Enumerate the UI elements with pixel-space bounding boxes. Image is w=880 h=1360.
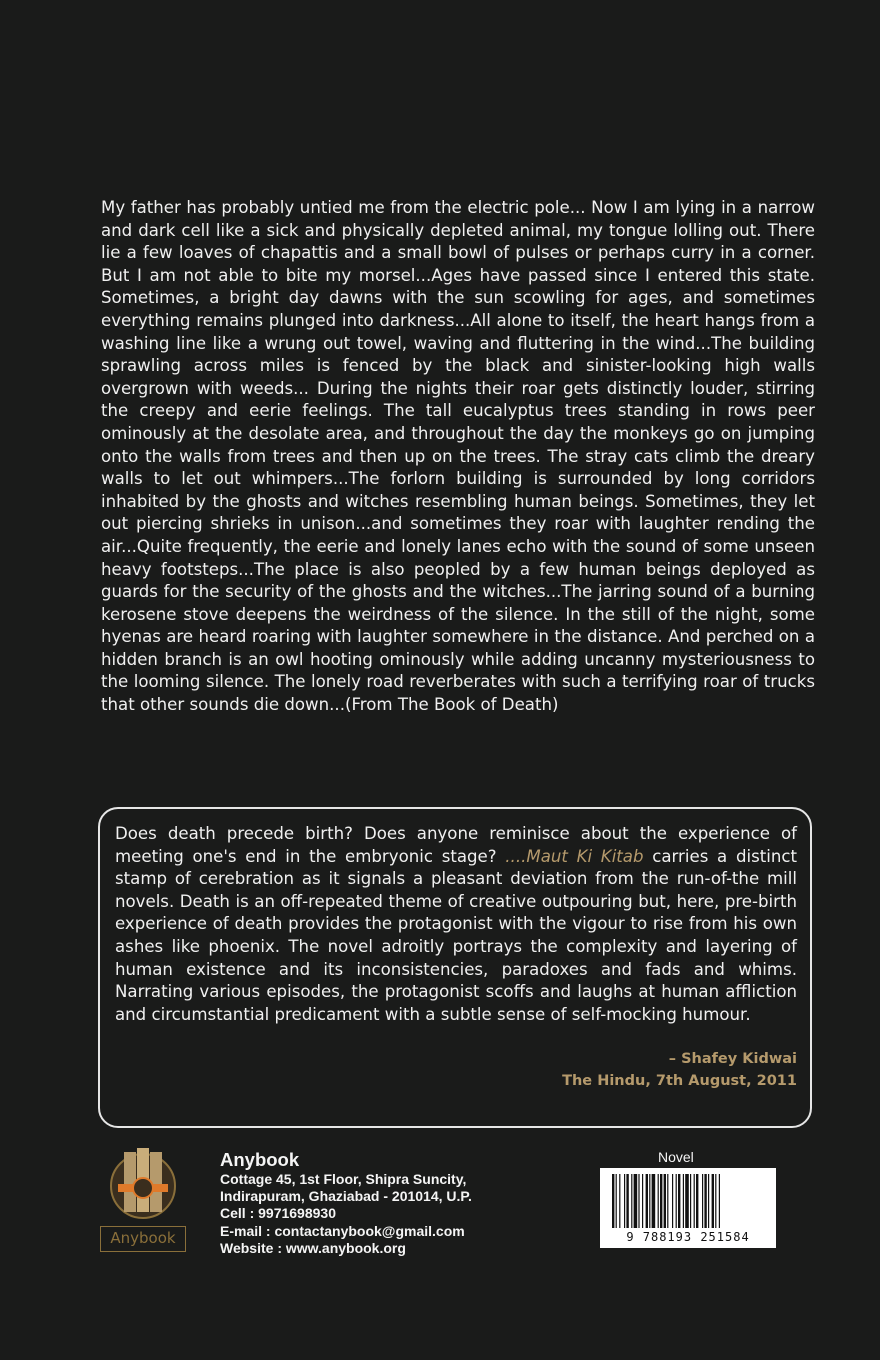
- publisher-address-line-2: Indirapuram, Ghaziabad - 201014, U.P.: [220, 1188, 472, 1205]
- review-author: – Shafey Kidwai: [668, 1051, 797, 1067]
- barcode-digits: 9 788193 251584: [626, 1230, 750, 1244]
- review-book-title: ....Maut Ki Kitab: [505, 846, 644, 866]
- publisher-cell: Cell : 9971698930: [220, 1205, 336, 1222]
- publisher-name: Anybook: [220, 1149, 300, 1170]
- review-attribution: [562, 1048, 797, 1092]
- review-text-before: Does death precede birth? Does anyone reminisce about the experience of meeting one's end in the embryonic stage?: [115, 824, 797, 866]
- review-text: [115, 823, 797, 1026]
- genre-label: Novel: [658, 1149, 694, 1165]
- review-source: The Hindu, 7th August, 2011: [562, 1073, 797, 1089]
- publisher-website: Website : www.anybook.org: [220, 1239, 406, 1256]
- publisher-logo-label: Anybook: [100, 1226, 186, 1252]
- isbn-barcode: [600, 1168, 776, 1248]
- publisher-info: [220, 1149, 472, 1257]
- publisher-address-line-1: Cottage 45, 1st Floor, Shipra Suncity,: [220, 1171, 467, 1187]
- back-cover-excerpt: My father has probably untied me from the electric pole... Now I am lying in a narrow and dark cell like a sick and physically depleted animal, my tongue lolling out. There lie a few loaves of chapattis and a small bowl of pulses or perhaps curry in a corner. But I am not able to bite my morsel...Ages have passed since I entered this state. Sometimes, a bright day dawns with the sun scowling for ages, and sometimes everything remains plunged into darkness...All alone to itself, the heart hangs from a washing line like a wrung out towel, waving and fluttering in the wind...The building sprawling across miles is fenced by the black and sinister-looking high walls overgrown with weeds... During the nights their roar gets distinctly louder, stirring the creepy and eerie feelings. The tall eucalyptus trees standing in rows peer ominously at the desolate area, and throughout the day the monkeys go on jumping onto the walls from trees and then up on the trees. The stray cats climb the dreary walls to let out whimpers...The forlorn building is surrounded by long corridors inhabited by the ghosts and witches resembling human beings. Sometimes, they let out piercing shrieks in unison...and sometimes they roar with laughter rending the air...Quite frequently, the eerie and lonely lanes echo with the sound of some unseen heavy footsteps...The place is also peopled by a few human beings deployed as guards for the security of the ghosts and the witches...The jarring sound of a burning kerosene stove deepens the weirdness of the silence. In the still of the night, some hyenas are heard roaring with laughter somewhere in the distance. And perched on a hidden branch is an owl hooting ominously while adding uncanny mysteriousness to the looming silence. The lonely road reverberates with such a terrifying roar of trucks that other sounds die down...(From The Book of Death): [101, 198, 815, 715]
- review-text-after: carries a distinct stamp of cerebration as it signals a pleasant deviation from the run-of-the mill novels. Death is an off-repeated theme of creative outpouring but, here, pre-birth experience of death provides the protagonist with the vigour to rise from his own ashes like phoenix. The novel adroitly portrays the complexity and layering of human existence and its inconsistencies, paradoxes and fads and whims. Narrating various episodes, the protagonist scoffs and laughs at human affliction and circumstantial predicament with a subtle sense of self-mocking humour.: [115, 846, 797, 1024]
- publisher-email: E-mail : contactanybook@gmail.com: [220, 1222, 465, 1239]
